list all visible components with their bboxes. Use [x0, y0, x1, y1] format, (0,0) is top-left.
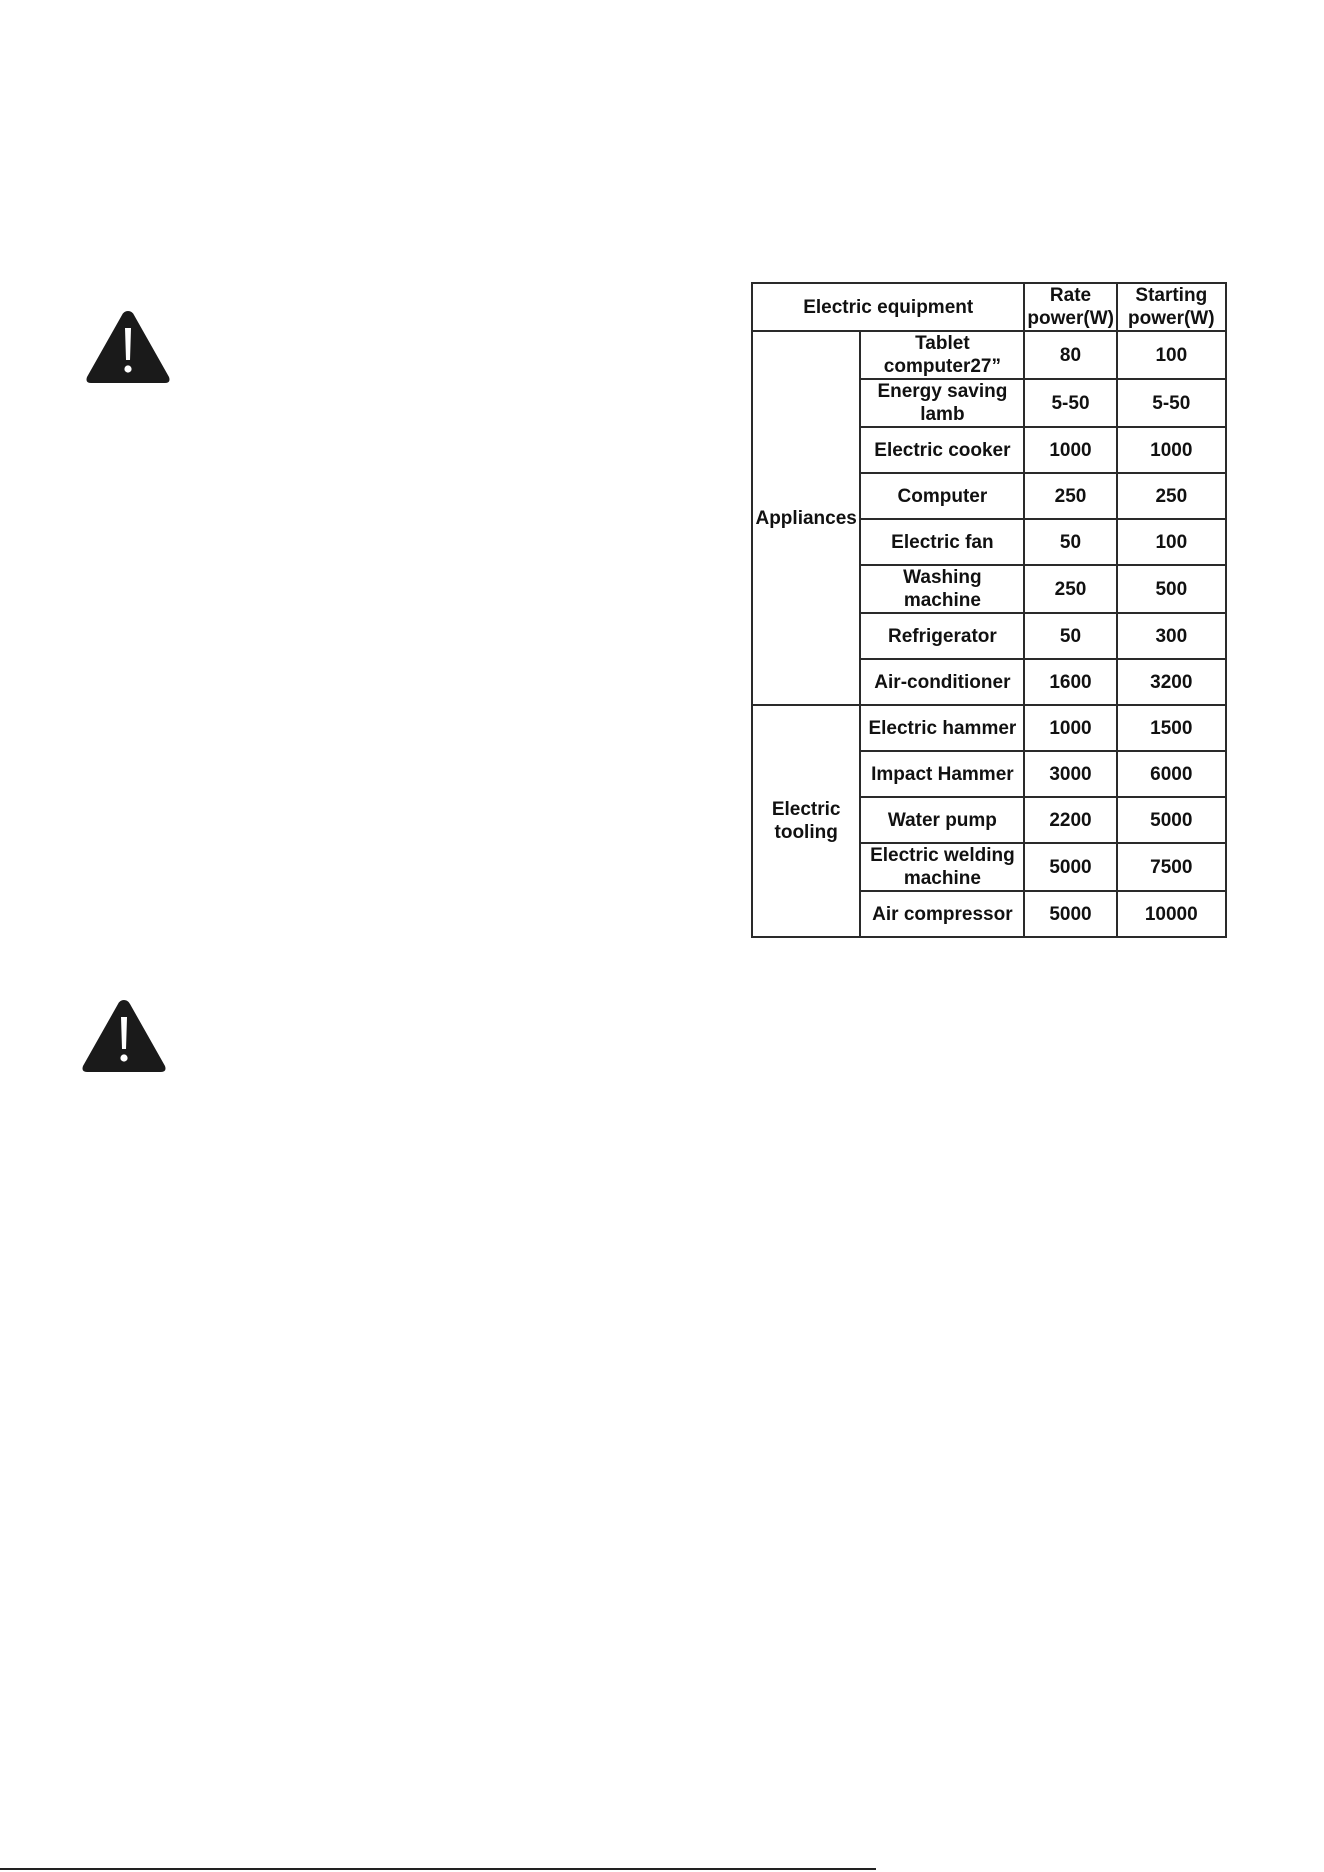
rate-power-cell: 50: [1024, 519, 1116, 565]
table-body: [752, 331, 1226, 937]
table-header: [752, 283, 1226, 331]
equipment-name-cell: Air-conditioner: [860, 659, 1024, 705]
starting-power-cell: 10000: [1117, 891, 1226, 937]
category-cell: Appliances: [752, 331, 860, 705]
rate-power-cell: 250: [1024, 473, 1116, 519]
footer-rule: [0, 1868, 876, 1870]
starting-power-cell: 100: [1117, 331, 1226, 379]
table-row: [752, 331, 1226, 379]
header-electric-equipment: Electric equipment: [752, 283, 1024, 331]
equipment-name-cell: Air compressor: [860, 891, 1024, 937]
starting-power-cell: 5-50: [1117, 379, 1226, 427]
equipment-name-cell: Water pump: [860, 797, 1024, 843]
header-rate-power: Rate power(W): [1024, 283, 1116, 331]
equipment-name-cell: Electric welding machine: [860, 843, 1024, 891]
starting-power-cell: 250: [1117, 473, 1226, 519]
rate-power-cell: 1000: [1024, 705, 1116, 751]
warning-triangle-icon: [80, 997, 168, 1075]
equipment-name-cell: Electric fan: [860, 519, 1024, 565]
category-cell: Electric tooling: [752, 705, 860, 937]
starting-power-cell: 7500: [1117, 843, 1226, 891]
warning-triangle-icon: [84, 308, 172, 386]
equipment-name-cell: Electric cooker: [860, 427, 1024, 473]
starting-power-cell: 1500: [1117, 705, 1226, 751]
rate-power-cell: 5000: [1024, 891, 1116, 937]
equipment-name-cell: Washing machine: [860, 565, 1024, 613]
rate-power-cell: 5-50: [1024, 379, 1116, 427]
equipment-name-cell: Energy saving lamb: [860, 379, 1024, 427]
equipment-name-cell: Electric hammer: [860, 705, 1024, 751]
starting-power-cell: 5000: [1117, 797, 1226, 843]
power-requirements-table: [751, 282, 1227, 938]
equipment-name-cell: Tablet computer27”: [860, 331, 1024, 379]
rate-power-cell: 3000: [1024, 751, 1116, 797]
equipment-name-cell: Refrigerator: [860, 613, 1024, 659]
rate-power-cell: 250: [1024, 565, 1116, 613]
starting-power-cell: 300: [1117, 613, 1226, 659]
starting-power-cell: 6000: [1117, 751, 1226, 797]
rate-power-cell: 50: [1024, 613, 1116, 659]
rate-power-cell: 1000: [1024, 427, 1116, 473]
header-starting-power: Starting power(W): [1117, 283, 1226, 331]
starting-power-cell: 500: [1117, 565, 1226, 613]
starting-power-cell: 1000: [1117, 427, 1226, 473]
starting-power-cell: 3200: [1117, 659, 1226, 705]
rate-power-cell: 2200: [1024, 797, 1116, 843]
equipment-name-cell: Impact Hammer: [860, 751, 1024, 797]
equipment-name-cell: Computer: [860, 473, 1024, 519]
rate-power-cell: 80: [1024, 331, 1116, 379]
table-row: [752, 705, 1226, 751]
rate-power-cell: 5000: [1024, 843, 1116, 891]
rate-power-cell: 1600: [1024, 659, 1116, 705]
starting-power-cell: 100: [1117, 519, 1226, 565]
